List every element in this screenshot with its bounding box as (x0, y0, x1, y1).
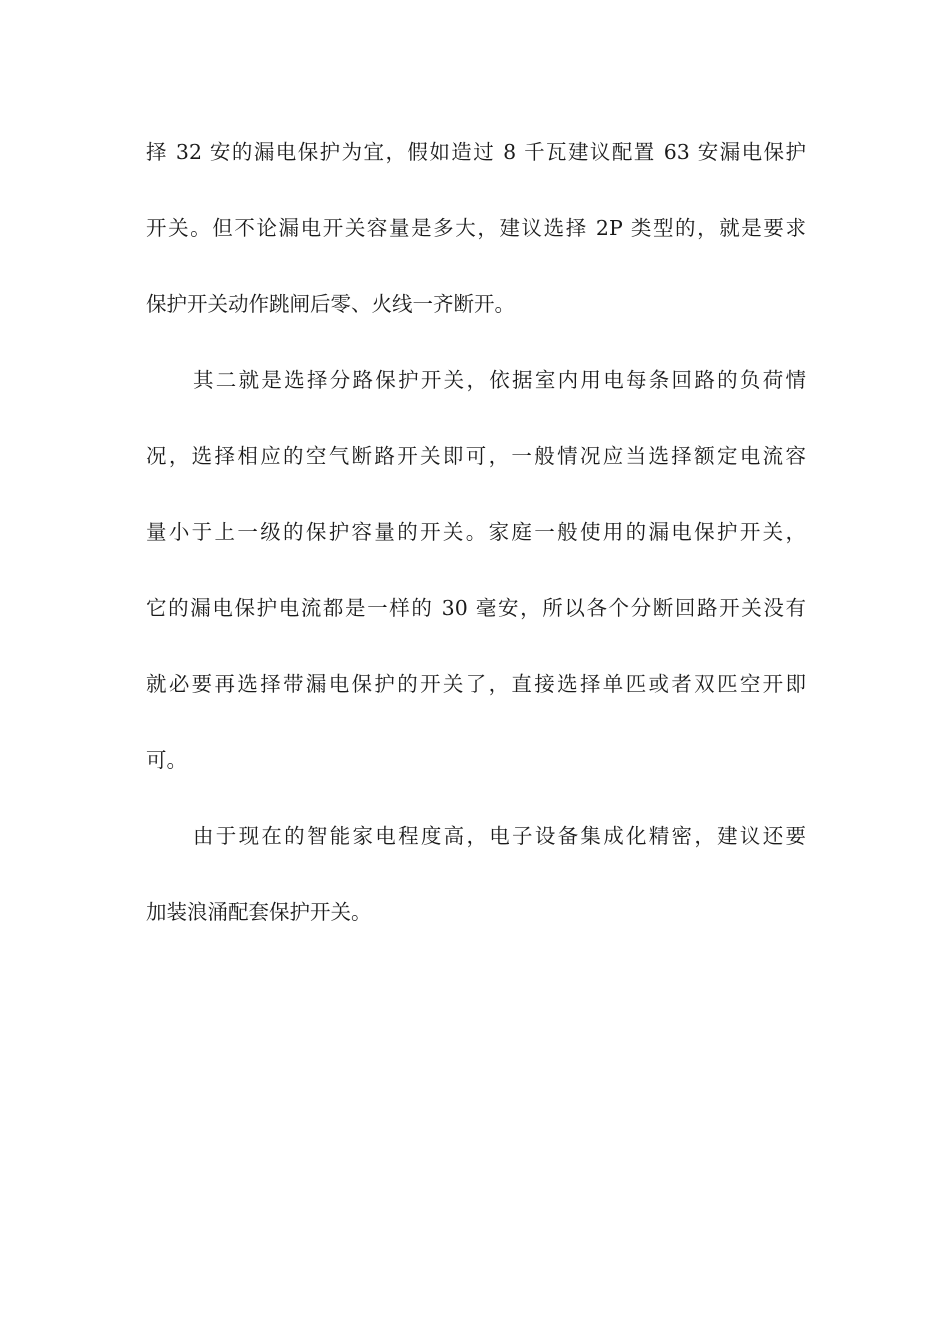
text-line: 可。 (146, 748, 187, 772)
paragraph-first-line: 其二就是选择分路保护开关，依据室内用电每条回路的负荷情 (193, 368, 806, 392)
text-line: 加装浪涌配套保护开关。 (146, 900, 372, 924)
paragraph-first-line: 由于现在的智能家电程度高，电子设备集成化精密，建议还要 (193, 824, 806, 848)
text-line: 开关。但不论漏电开关容量是多大，建议选择 2P 类型的，就是要求 (146, 216, 806, 240)
body-text (146, 130, 806, 966)
text-line: 就必要再选择带漏电保护的开关了，直接选择单匹或者双匹空开即 (146, 672, 806, 696)
text-line: 量小于上一级的保护容量的开关。家庭一般使用的漏电保护开关， (146, 520, 806, 544)
text-line: 况，选择相应的空气断路开关即可，一般情况应当选择额定电流容 (146, 444, 806, 468)
text-line: 保护开关动作跳闸后零、火线一齐断开。 (146, 292, 515, 316)
text-line: 择 32 安的漏电保护为宜，假如造过 8 千瓦建议配置 63 安漏电保护 (146, 140, 806, 164)
text-line: 它的漏电保护电流都是一样的 30 毫安，所以各个分断回路开关没有 (146, 596, 806, 620)
